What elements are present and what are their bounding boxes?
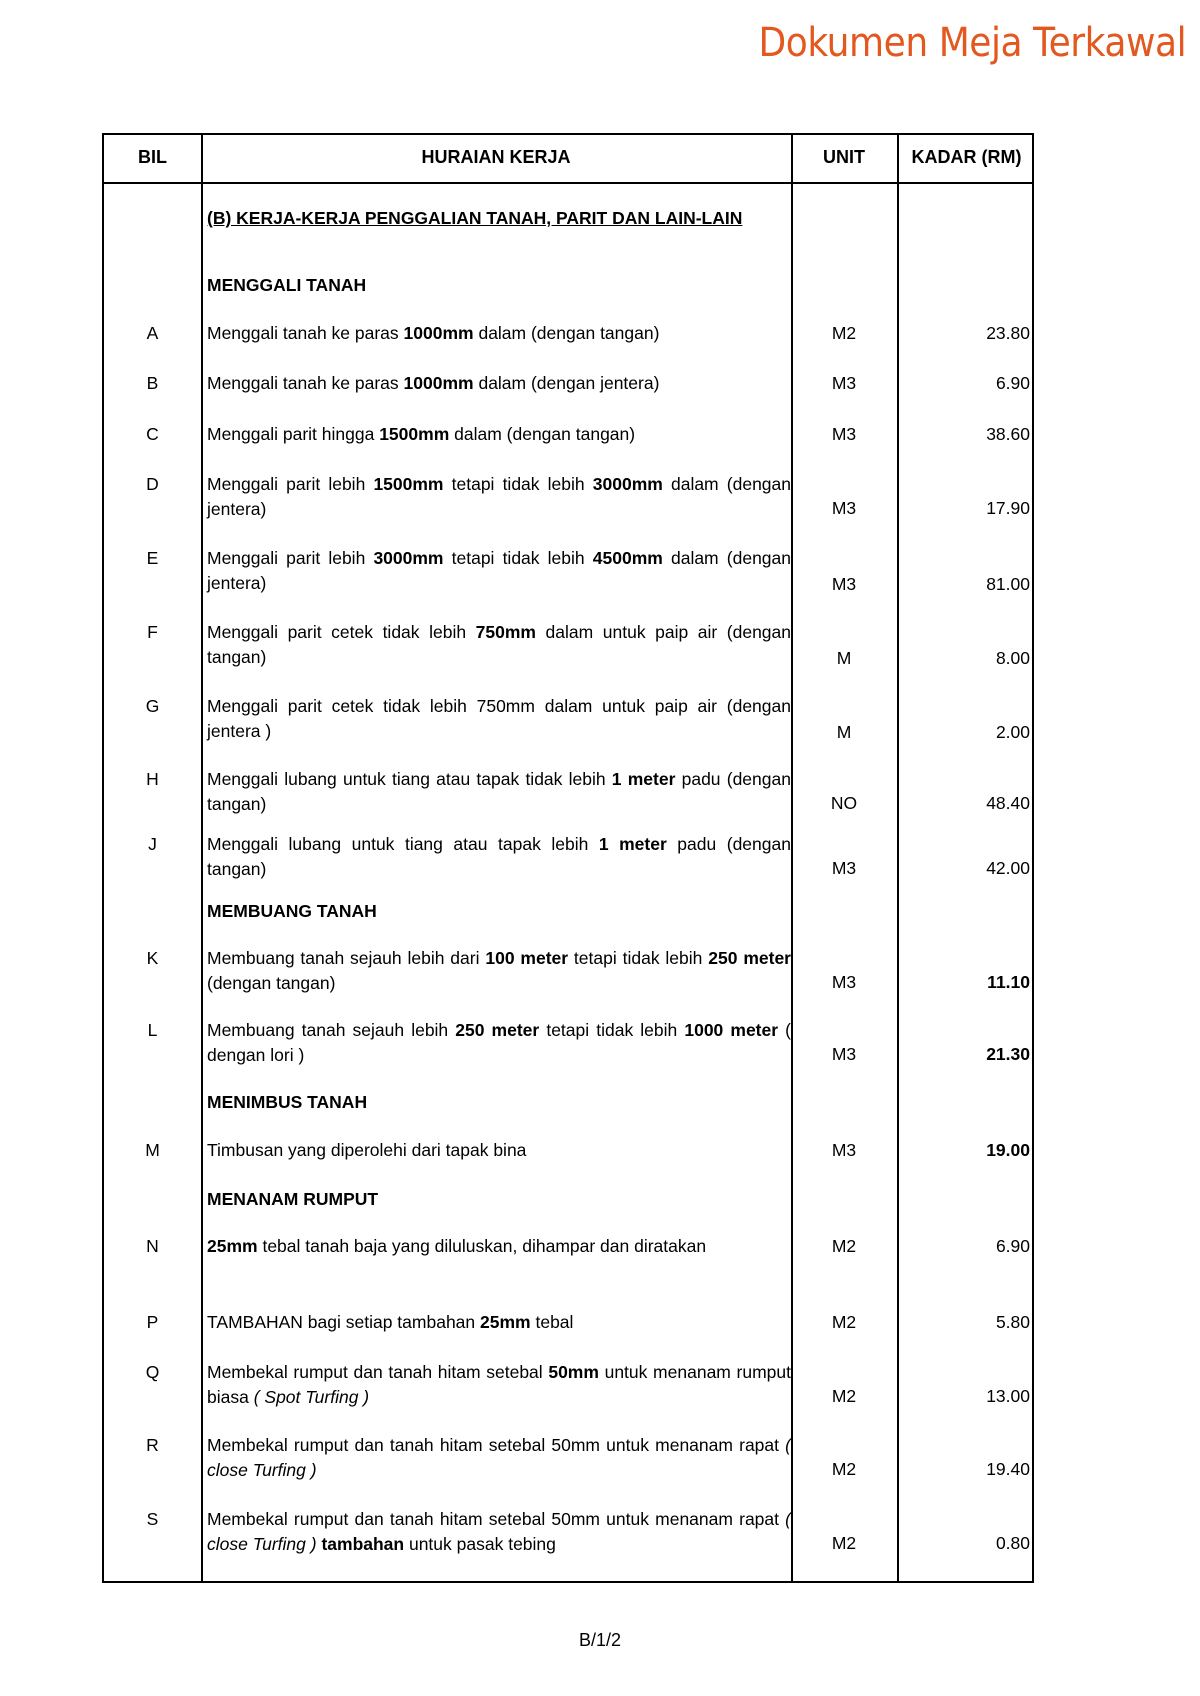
item-description: TAMBAHAN bagi setiap tambahan 25mm tebal: [207, 1312, 574, 1332]
item-unit: M: [836, 648, 852, 668]
subheading-menggali-tanah: MENGGALI TANAH: [207, 275, 367, 295]
item-rate: 11.10: [987, 972, 1030, 992]
header-divider: [104, 182, 1032, 184]
item-unit: M2: [831, 1312, 857, 1332]
item-description: Membuang tanah sejauh lebih 250 meter tetapi tidak lebih 1000 meter ( dengan lori ): [207, 1020, 791, 1065]
item-bil: F: [147, 622, 158, 642]
item-rate: 42.00: [986, 858, 1030, 878]
item-rate: 48.40: [986, 793, 1030, 813]
item-description: Menggali parit cetek tidak lebih 750mm dalam untuk paip air (dengan jentera ): [207, 696, 791, 741]
item-bil: N: [146, 1236, 159, 1256]
item-unit: M3: [831, 972, 857, 992]
item-bil: A: [146, 323, 159, 343]
header-huraian-kerja: HURAIAN KERJA: [421, 147, 571, 167]
item-rate: 5.80: [995, 1312, 1030, 1332]
item-bil: G: [145, 696, 160, 716]
item-unit: M3: [831, 858, 857, 878]
item-description: Membekal rumput dan tanah hitam setebal 50mm untuk menanam rapat ( close Turfing ): [207, 1435, 791, 1480]
item-description: Menggali parit cetek tidak lebih 750mm dalam untuk paip air (dengan tangan): [207, 622, 792, 667]
item-bil: M: [145, 1140, 160, 1160]
item-description: Membekal rumput dan tanah hitam setebal 50mm untuk menanam rapat ( close Turfing ) tambahan untuk pasak tebing: [207, 1509, 791, 1554]
document-watermark: Dokumen Meja Terkawal: [758, 20, 1186, 66]
item-description: Membuang tanah sejauh lebih dari 100 meter tetapi tidak lebih 250 meter (dengan tangan): [207, 948, 791, 993]
item-bil: H: [146, 769, 159, 789]
item-bil: P: [146, 1312, 159, 1332]
item-rate: 0.80: [995, 1533, 1030, 1553]
item-description: Menggali lubang untuk tiang atau tapak tidak lebih 1 meter padu (dengan tangan): [207, 769, 791, 814]
subheading-menanam-rumput: MENANAM RUMPUT: [207, 1189, 379, 1209]
rate-table: [102, 133, 1034, 1583]
item-unit: M2: [831, 1459, 857, 1479]
item-unit: M3: [831, 424, 857, 444]
item-rate: 6.90: [995, 1236, 1030, 1256]
header-unit: UNIT: [823, 147, 865, 167]
item-rate: 13.00: [986, 1386, 1030, 1406]
item-description: 25mm tebal tanah baja yang diluluskan, dihampar dan diratakan: [207, 1236, 707, 1256]
subheading-menimbus-tanah: MENIMBUS TANAH: [207, 1092, 368, 1112]
item-unit: M3: [831, 574, 857, 594]
column-divider: [201, 135, 203, 1581]
item-unit: M2: [831, 1236, 857, 1256]
item-bil: Q: [145, 1362, 160, 1382]
item-unit: M3: [831, 373, 857, 393]
header-bil: BIL: [138, 147, 167, 167]
item-rate: 6.90: [995, 373, 1030, 393]
item-rate: 21.30: [986, 1044, 1030, 1064]
item-bil: S: [146, 1509, 159, 1529]
item-bil: J: [148, 834, 157, 854]
item-unit: M3: [831, 1140, 857, 1160]
item-description: Membekal rumput dan tanah hitam setebal 50mm untuk menanam rumput biasa ( Spot Turfing ): [207, 1362, 791, 1407]
item-unit: M3: [831, 1044, 857, 1064]
item-bil: K: [146, 948, 159, 968]
item-bil: L: [147, 1020, 158, 1040]
subheading-membuang-tanah: MEMBUANG TANAH: [207, 901, 377, 921]
item-unit: M2: [831, 1533, 857, 1553]
item-unit: M2: [831, 1386, 857, 1406]
item-description: Menggali parit lebih 3000mm tetapi tidak lebih 4500mm dalam (dengan jentera): [207, 548, 791, 593]
item-bil: E: [146, 548, 159, 568]
item-rate: 17.90: [986, 498, 1030, 518]
item-rate: 19.00: [986, 1140, 1030, 1160]
item-unit: NO: [830, 793, 858, 813]
item-rate: 81.00: [986, 574, 1030, 594]
item-unit: M3: [831, 498, 857, 518]
item-rate: 2.00: [995, 722, 1030, 742]
item-bil: C: [146, 424, 159, 444]
item-unit: M: [836, 722, 852, 742]
section-title: (B) KERJA-KERJA PENGGALIAN TANAH, PARIT DAN LAIN-LAIN: [207, 208, 743, 228]
item-bil: D: [146, 474, 159, 494]
item-bil: R: [146, 1435, 159, 1455]
item-description: Menggali tanah ke paras 1000mm dalam (dengan jentera): [207, 373, 660, 393]
item-rate: 19.40: [986, 1459, 1030, 1479]
item-unit: M2: [831, 323, 857, 343]
page-number: B/1/2: [578, 1630, 622, 1650]
item-description: Menggali parit lebih 1500mm tetapi tidak lebih 3000mm dalam (dengan jentera): [207, 474, 791, 519]
item-rate: 8.00: [995, 648, 1030, 668]
item-rate: 38.60: [986, 424, 1030, 444]
item-description: Menggali parit hingga 1500mm dalam (dengan tangan): [207, 424, 636, 444]
header-kadar: KADAR (RM): [911, 147, 1022, 167]
item-description: Menggali lubang untuk tiang atau tapak lebih 1 meter padu (dengan tangan): [207, 834, 791, 879]
item-rate: 23.80: [986, 323, 1030, 343]
item-description: Menggali tanah ke paras 1000mm dalam (dengan tangan): [207, 323, 660, 343]
item-description: Timbusan yang diperolehi dari tapak bina: [207, 1140, 527, 1160]
item-bil: B: [146, 373, 159, 393]
